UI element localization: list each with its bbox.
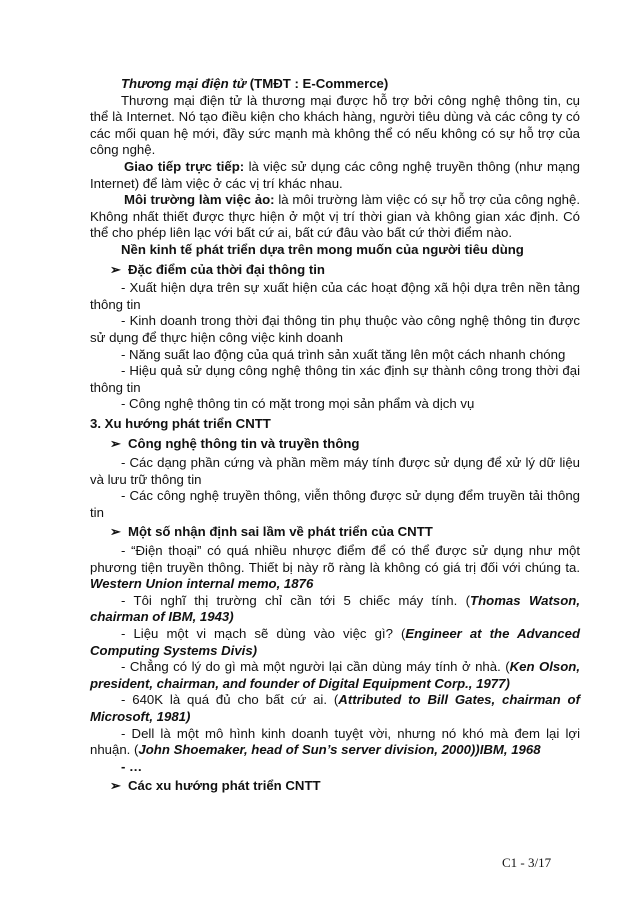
bullet-info-age (90, 262, 580, 279)
bullet-ict (90, 436, 580, 453)
info-age-item: - Xuất hiện dựa trên sự xuất hiện của các hoạt động xã hội dựa trên nền tảng thông tin (90, 280, 580, 312)
info-age-item: - Hiệu quả sử dụng công nghệ thông tin xác định sự thành công trong thời đại thông tin (90, 363, 580, 395)
bullet-info-age-title: Đặc điểm của thời đại thông tin (128, 261, 325, 277)
section-3-heading: 3. Xu hướng phát triển CNTT (90, 415, 271, 431)
consumer-economy-heading: Nền kinh tế phát triển dựa trên mong muốn của người tiêu dùng (121, 241, 524, 257)
quote-citation: Thomas Watson, chairman of IBM, 1943) (90, 592, 580, 625)
quote-item (90, 726, 580, 759)
ecommerce-term-suffix: (TMĐT : E-Commerce) (246, 76, 389, 91)
quote-text: - 640K là quá đủ cho bất cứ ai. ( (121, 692, 339, 708)
bullet-misconceptions (90, 524, 580, 541)
bullet-it-trends (90, 778, 580, 795)
arrow-bullet-icon: ➢ (110, 778, 122, 794)
arrow-bullet-icon: ➢ (110, 524, 122, 540)
page-number: C1 - 3/17 (502, 855, 552, 870)
quote-text: - Dell là một mô hình kinh doanh tuyệt vời, nhưng nó khó mà đem lại lợi nhuận. ( (90, 725, 580, 758)
bullet-misconceptions-title: Một số nhận định sai lầm về phát triển của CNTT (128, 524, 433, 540)
ecommerce-heading (90, 76, 580, 93)
ecommerce-term: Thương mại điện tử (121, 76, 247, 91)
info-age-item: - Kinh doanh trong thời đại thông tin phụ thuộc vào công nghệ thông tin được sử dụng để thực hiện công việc kinh doanh (90, 313, 580, 345)
ecommerce-definition: Thương mại điện tử là thương mại được hỗ trợ bởi công nghệ thông tin, cụ thể là Internet. Nó tạo điều kiện cho khách hàng, người tiêu dùng và các công ty có các mối quan hệ mới, đầy sức mạnh mà không thể có nếu không có sự hỗ trợ của công nghệ. (90, 92, 580, 158)
info-age-item: - Năng suất lao động của quá trình sản xuất tăng lên một cách nhanh chóng (121, 346, 566, 362)
arrow-bullet-icon: ➢ (110, 261, 122, 277)
quote-text: - Tôi nghĩ thị trường chỉ cần tới 5 chiếc máy tính. ( (121, 592, 471, 608)
quote-text: - Chẳng có lý do gì mà một người lại cần dùng máy tính ở nhà. ( (121, 659, 510, 675)
virtual-workplace-term: Môi trường làm việc ảo: (124, 192, 275, 208)
bullet-it-trends-title: Các xu hướng phát triển CNTT (128, 778, 321, 794)
document-body (90, 76, 580, 797)
quote-ellipsis: - … (121, 758, 143, 774)
ict-item: - Các dạng phần cứng và phần mềm máy tính được sử dụng để xử lý dữ liệu và lưu trữ thông tin (90, 455, 580, 487)
arrow-bullet-icon: ➢ (110, 436, 122, 452)
direct-communication-term: Giao tiếp trực tiếp: (124, 158, 245, 174)
quote-citation: Engineer at the Advanced Computing Systems Divis) (90, 626, 581, 658)
direct-communication-text: là việc sử dụng các công nghệ truyền thông (như mạng Internet) để làm việc ở các vị trí khác nhau. (90, 158, 580, 191)
quote-item (90, 593, 580, 626)
bullet-ict-title: Công nghệ thông tin và truyền thông (128, 436, 360, 452)
virtual-workplace-text: là môi trường làm việc có sự hỗ trợ của công nghệ. Không nhất thiết được thực hiện ở một vị trí thời gian và không gian xác định. Có thể cho phép liên lạc với bất cứ ai, bất cứ đâu vào bất cứ thời điểm nào. (90, 192, 580, 241)
quote-citation: Attributed to Bill Gates, chairman of Microsoft, 1981) (90, 692, 580, 724)
quote-citation: Ken Olson, president, chairman, and founder of Digital Equipment Corp., 1977) (90, 659, 581, 691)
virtual-workplace-paragraph (90, 192, 580, 242)
quote-citation: John Shoemaker, head of Sun’s server division, 2000))IBM, 1968 (138, 742, 541, 758)
quote-item (90, 659, 580, 692)
direct-communication-paragraph (90, 159, 580, 192)
quote-item (90, 543, 580, 593)
quote-text: - “Điện thoại” có quá nhiều nhược điểm để có thể được sử dụng như một phương tiện truyền thông. Thiết bị này rõ ràng là không có giá trị đối với chúng ta. (90, 543, 580, 575)
info-age-item: - Công nghệ thông tin có mặt trong mọi sản phẩm và dịch vụ (121, 396, 475, 412)
quote-item (90, 692, 580, 725)
quote-text: - Liệu một vi mạch sẽ dùng vào việc gì? ( (121, 626, 406, 641)
quote-citation: Western Union internal memo, 1876 (90, 576, 314, 592)
ict-item: - Các công nghệ truyền thông, viễn thông được sử dụng đểm truyền tải thông tin (90, 488, 580, 520)
quote-item (90, 626, 580, 659)
